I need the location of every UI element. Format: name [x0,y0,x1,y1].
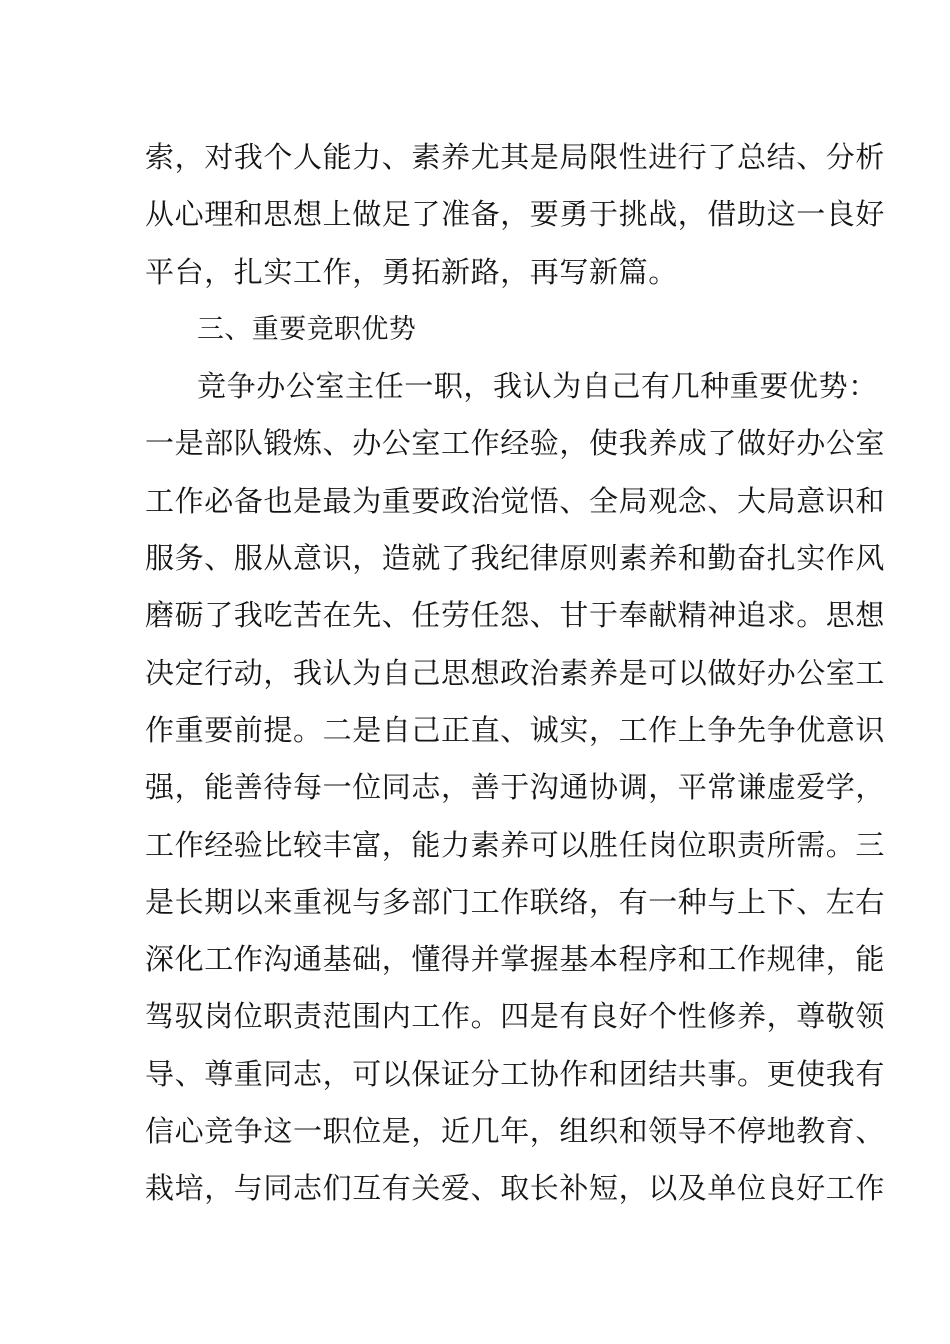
text-line: 深化工作沟通基础，懂得并掌握基本程序和工作规律，能 [145,942,886,977]
text-line: 磨砺了我吃苦在先、任劳任怨、甘于奉献精神追求。思想 [145,598,886,633]
text-line: 从心理和思想上做足了准备，要勇于挑战，借助这一良好 [145,197,886,232]
text-line: 导、尊重同志，可以保证分工协作和团结共事。更使我有 [145,1056,886,1091]
section-heading: 三、重要竞职优势 [197,313,417,345]
text-line: 驾驭岗位职责范围内工作。四是有良好个性修养，尊敬领 [145,999,886,1034]
text-line: 索，对我个人能力、素养尤其是局限性进行了总结、分析 [145,140,886,174]
text-line: 强，能善待每一位同志，善于沟通协调，平常谦虚爱学， [145,770,886,805]
text-line: 栽培，与同志们互有关爱、取长补短，以及单位良好工作 [145,1171,886,1206]
text-line: 一是部队锻炼、办公室工作经验，使我养成了做好办公室 [145,426,886,461]
body-text [145,129,886,1218]
text-line: 服务、服从意识，造就了我纪律原则素养和勤奋扎实作风 [145,541,886,576]
text-line: 平台，扎实工作，勇拓新路，再写新篇。 [145,254,678,289]
text-line: 作重要前提。二是自己正直、诚实，工作上争先争优意识 [145,712,886,747]
text-line: 决定行动，我认为自己思想政治素养是可以做好办公室工 [145,655,886,690]
text-line: 是长期以来重视与多部门工作联络，有一种与上下、左右 [145,884,886,919]
text-line: 竞争办公室主任一职，我认为自己有几种重要优势： [197,369,878,404]
text-line: 工作必备也是最为重要政治觉悟、全局观念、大局意识和 [145,483,886,518]
text-line: 信心竞争这一职位是，近几年，组织和领导不停地教育、 [145,1114,886,1149]
text-line: 工作经验比较丰富，能力素养可以胜任岗位职责所需。三 [145,827,886,862]
